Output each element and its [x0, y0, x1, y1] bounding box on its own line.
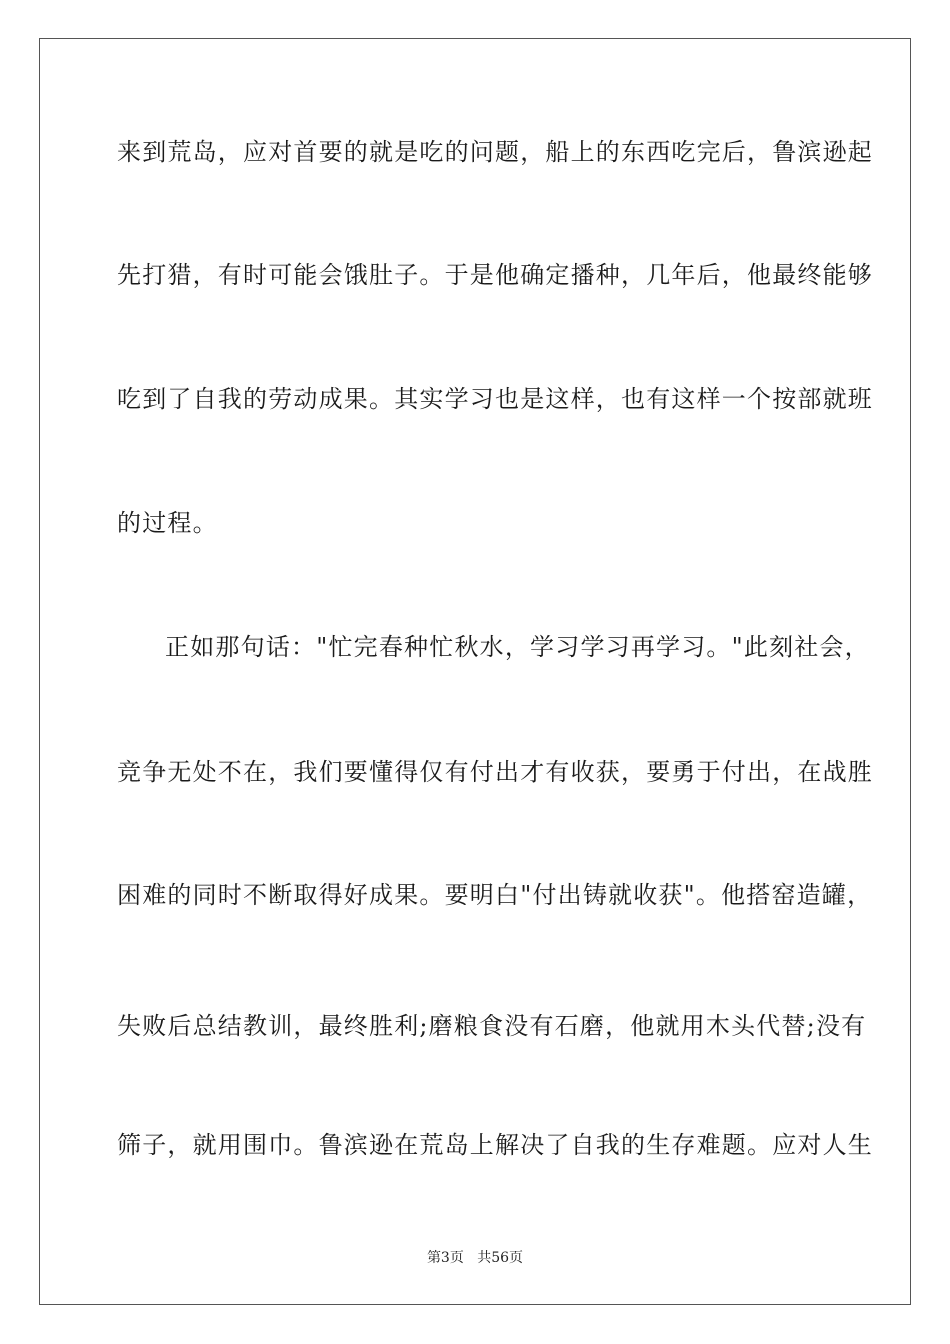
body-text-line: 竞争无处不在，我们要懂得仅有付出才有收获，要勇于付出，在战胜	[117, 758, 873, 786]
page-border	[39, 38, 911, 1305]
body-text-line: 先打猎，有时可能会饿肚子。于是他确定播种，几年后，他最终能够	[117, 261, 873, 289]
body-text-line: 的过程。	[117, 509, 218, 537]
body-text-line: 失败后总结教训，最终胜利;磨粮食没有石磨，他就用木头代替;没有	[117, 1012, 867, 1040]
page-footer	[0, 1249, 950, 1267]
body-text-line: 吃到了自我的劳动成果。其实学习也是这样，也有这样一个按部就班	[117, 385, 873, 413]
body-text-line: 困难的同时不断取得好成果。要明白"付出铸就收获"。他搭窑造罐，	[117, 881, 873, 909]
paragraph-first-line: 正如那句话："忙完春种忙秋水，学习学习再学习。"此刻社会，	[165, 633, 870, 661]
page-number: 第3页	[426, 1250, 464, 1266]
body-text-line: 筛子，就用围巾。鲁滨逊在荒岛上解决了自我的生存难题。应对人生	[117, 1131, 873, 1159]
page-total: 共56页	[477, 1250, 524, 1266]
body-text-line: 来到荒岛，应对首要的就是吃的问题，船上的东西吃完后，鲁滨逊起	[117, 138, 873, 166]
